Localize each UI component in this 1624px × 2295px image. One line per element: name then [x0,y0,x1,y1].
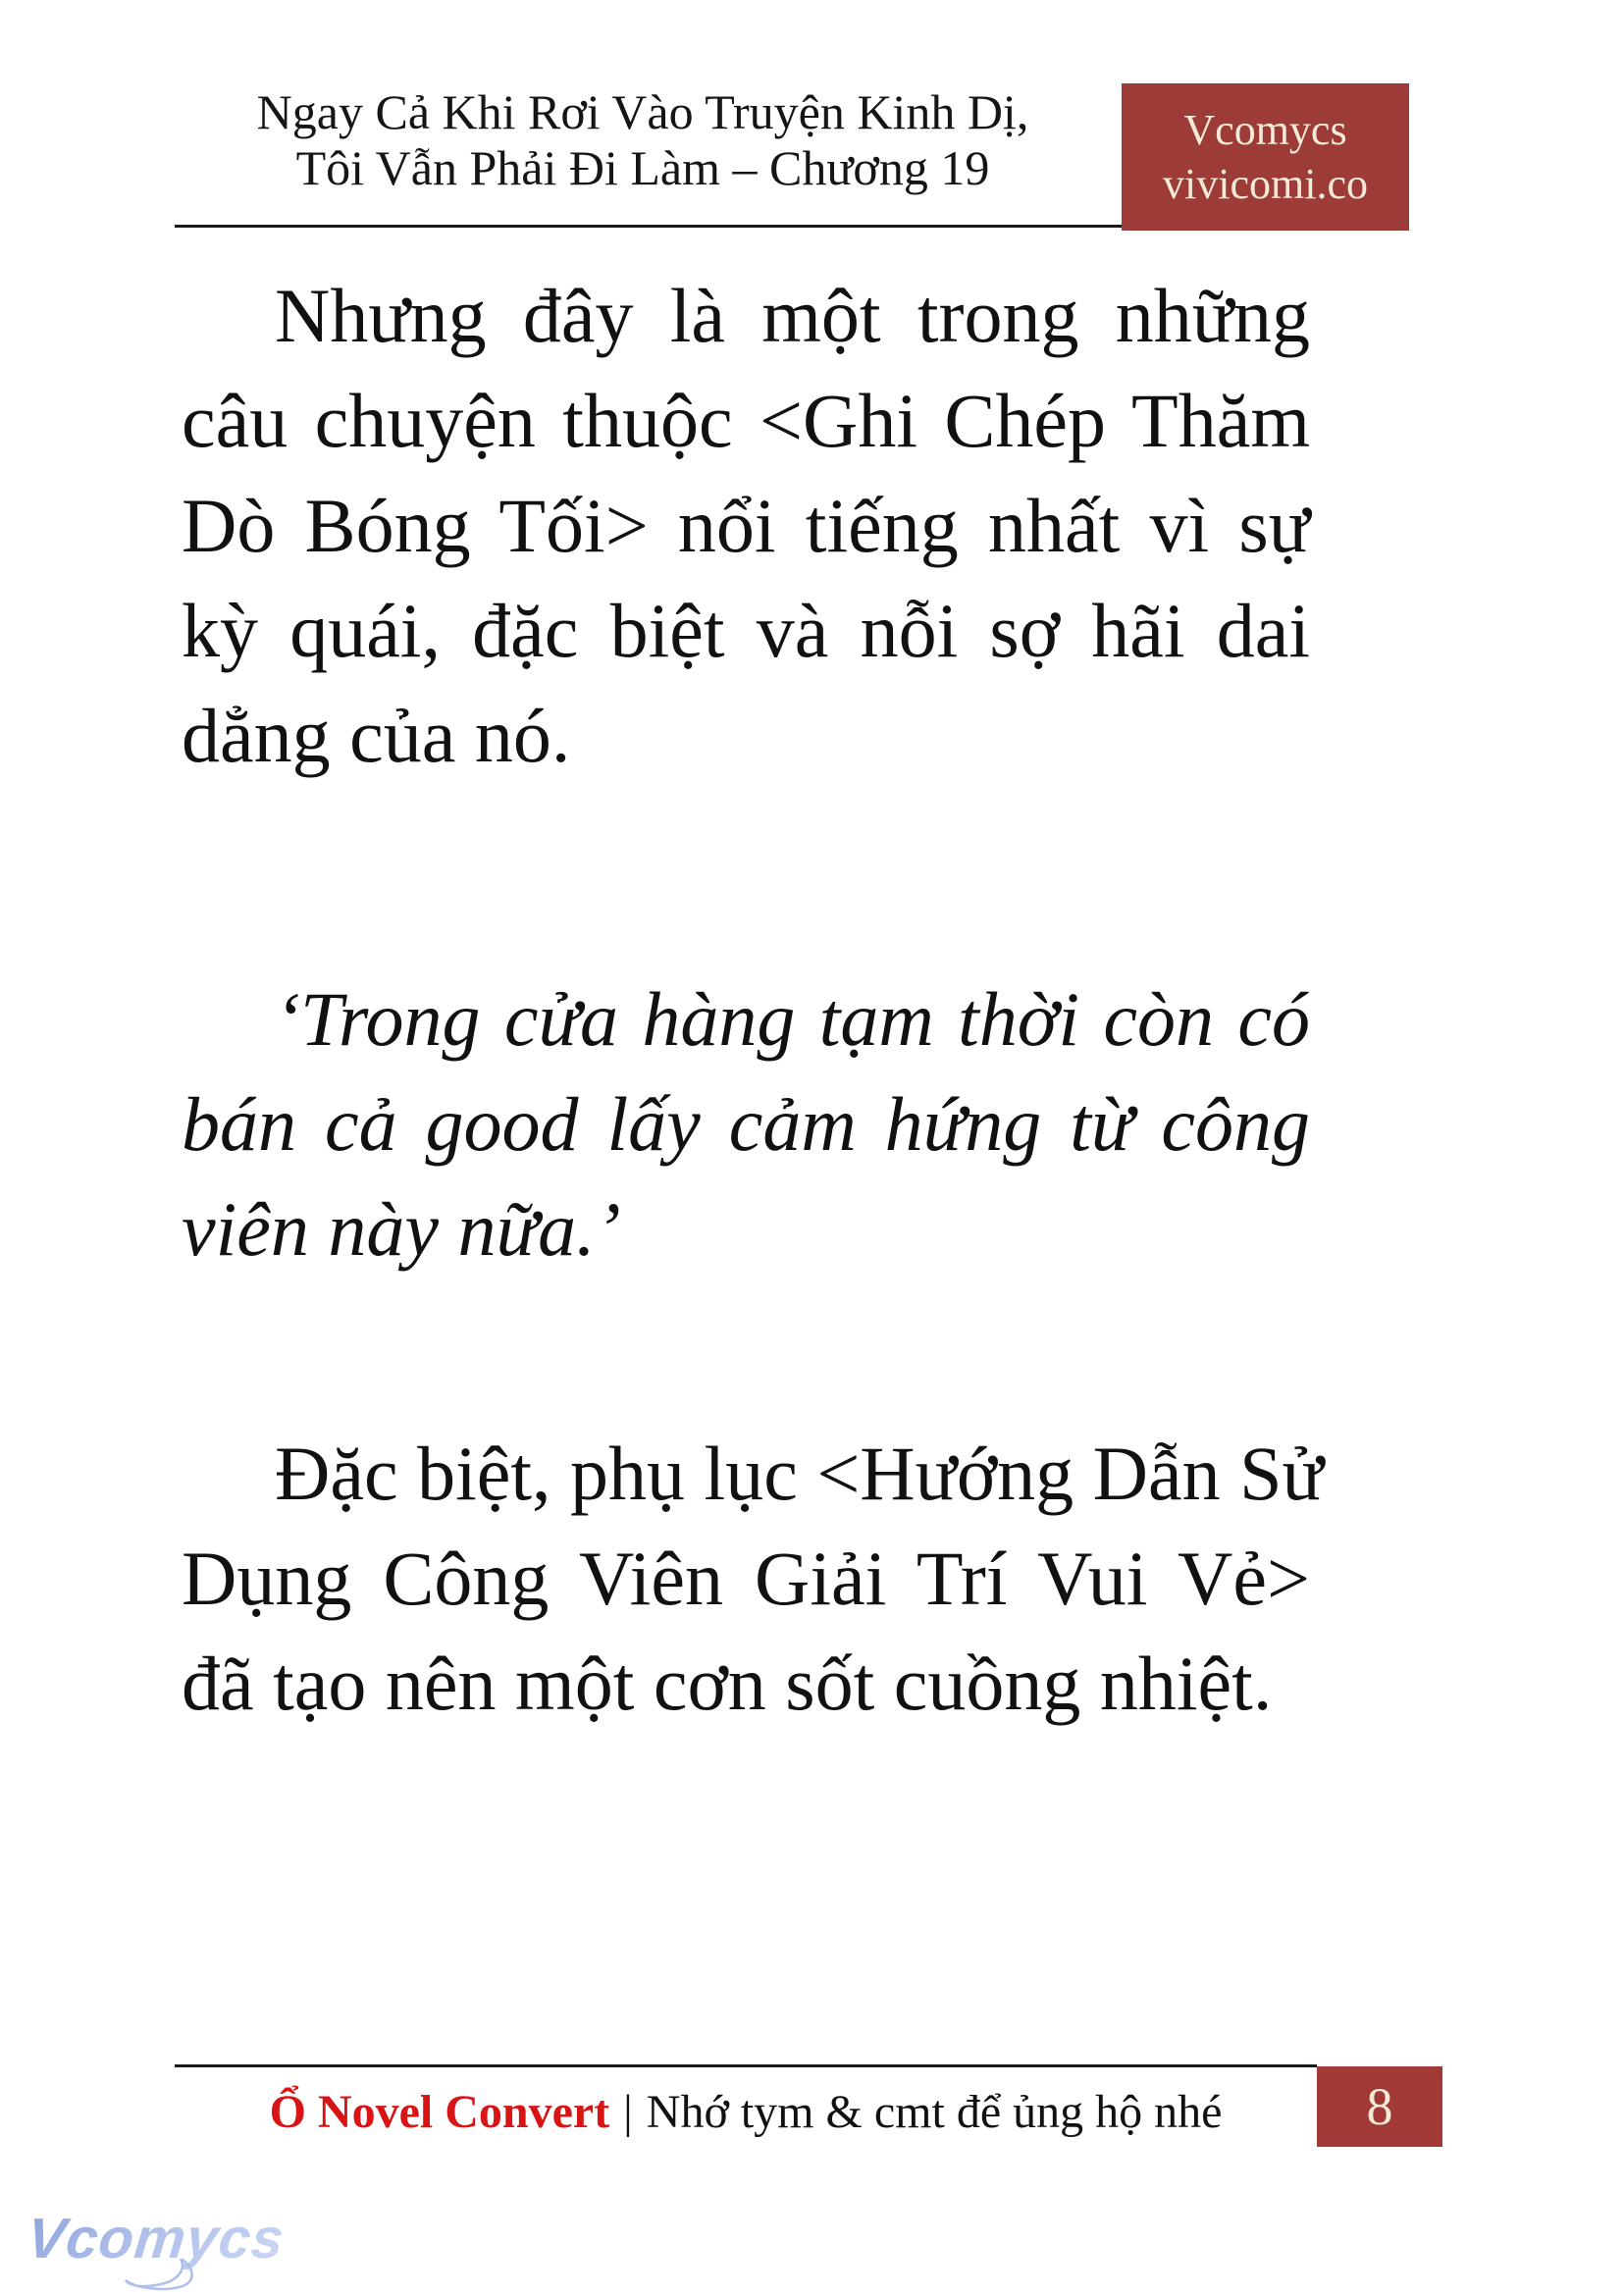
brand-name: Vcomycs [1183,106,1347,154]
text-line: câu chuyện thuộc <Ghi Chép Thăm [182,378,1310,463]
footer-message: Nhớ tym & cmt để ủng hộ nhé [646,2086,1223,2138]
text-line: dẳng của nó. [182,693,571,778]
footer-separator: | [623,2086,633,2138]
text-line: viên này nữa.’ [182,1186,621,1272]
text-line: Dò Bóng Tối> nổi tiếng nhất vì sự [182,483,1310,568]
page-header-title [177,84,1109,196]
brand-box [1122,83,1409,231]
watermark-text: Vcomycs [24,2207,288,2270]
vcomycs-watermark-logo [24,2206,288,2294]
text-line: kỳ quái, đặc biệt và nỗi sợ hãi dai [182,588,1310,673]
text-line: Nhưng đây là một trong những [275,273,1310,358]
footer-brand: Ổ Novel Convert [269,2086,610,2138]
text-line: đã tạo nên một cơn sốt cuồng nhiệt. [182,1641,1273,1726]
footer-rule [175,2064,1317,2067]
page-number: 8 [1366,2077,1393,2136]
paragraph [182,263,1310,788]
brand-site: vivicomi.co [1163,160,1368,208]
header-title-line2: Tôi Vẫn Phải Đi Làm – Chương 19 [295,140,990,195]
paragraph [182,966,1310,1281]
header-title-line1: Ngay Cả Khi Rơi Vào Truyện Kinh Dị, [256,84,1029,139]
page-number-box [1317,2066,1442,2147]
text-line: ‘Trong cửa hàng tạm thời còn có [275,976,1310,1062]
paragraph [182,1421,1324,1736]
text-line: bán cả good lấy cảm hứng từ công [182,1081,1310,1167]
watermark-flourish-icon [122,2259,239,2294]
footer-bar [175,2082,1317,2143]
text-line: Dụng Công Viên Giải Trí Vui Vẻ> [182,1536,1310,1621]
text-line: Đặc biệt, phụ lục <Hướng Dẫn Sử [275,1431,1324,1516]
